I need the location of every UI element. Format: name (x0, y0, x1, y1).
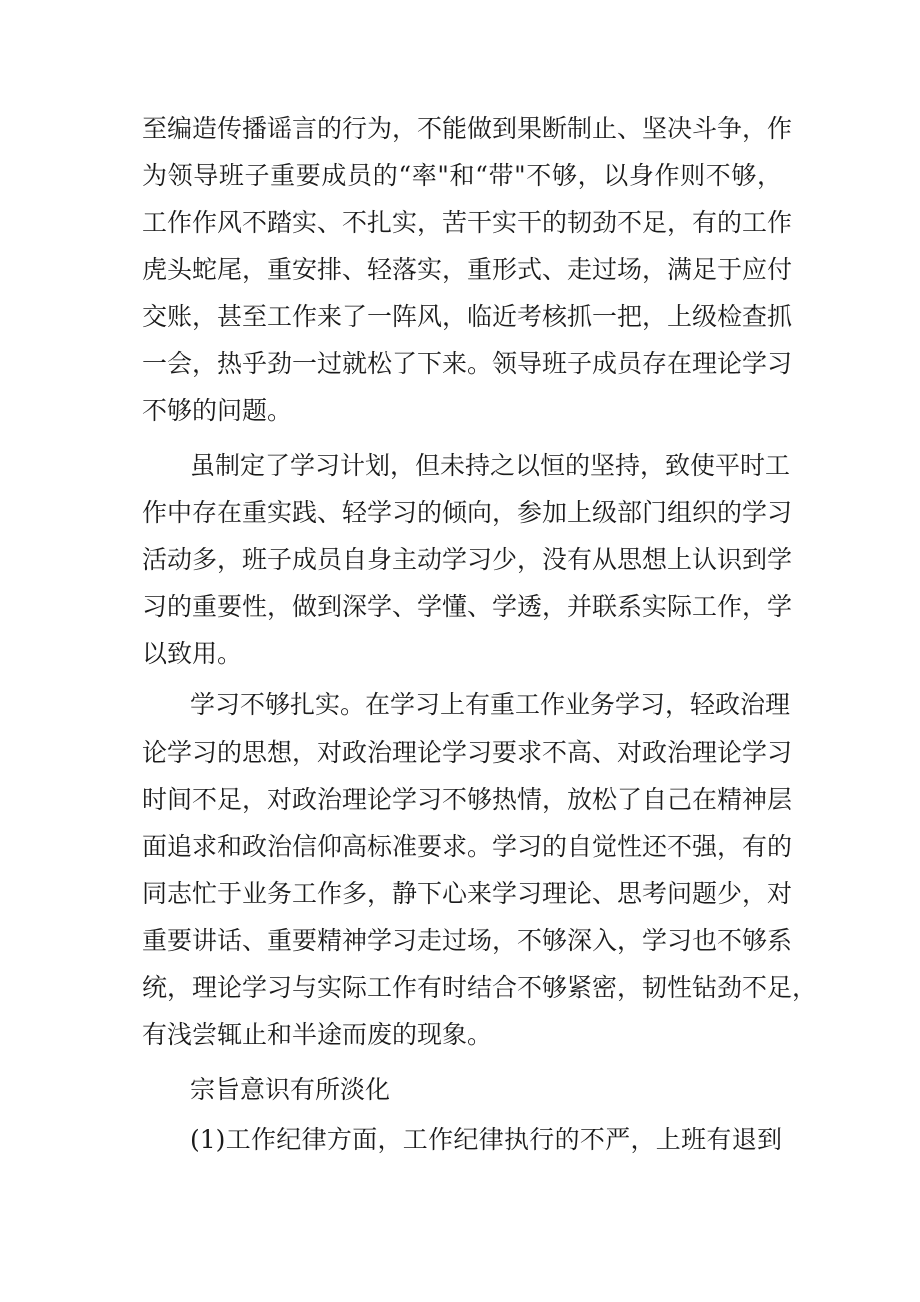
text-line: 活动多，班子成员自身主动学习少，没有从思想上认识到学 (142, 545, 793, 574)
text-line: 工作作风不踏实、不扎实，苦干实干的韧劲不足，有的工作 (142, 208, 793, 237)
text-line: 作中存在重实践、轻学习的倾向，参加上级部门组织的学习 (142, 498, 793, 527)
text-line: 习的重要性，做到深学、学懂、学透，并联系实际工作，学 (142, 592, 793, 621)
text-line: 有浅尝辄止和半途而废的现象。 (142, 1020, 493, 1049)
text-line: 重要讲话、重要精神学习走过场，不够深入，学习也不够系 (142, 926, 793, 955)
text-line: 虎头蛇尾，重安排、轻落实，重形式、走过场，满足于应付 (142, 255, 793, 284)
paragraph-first-line: (1)工作纪律方面，工作纪律执行的不严，上班有退到 (190, 1125, 782, 1154)
paragraph-first-line: 虽制定了学习计划，但未持之以恒的坚持，致使平时工 (190, 451, 791, 480)
section-heading: 宗旨意识有所淡化 (190, 1075, 391, 1104)
text-line: 论学习的思想，对政治理论学习要求不高、对政治理论学习 (142, 738, 793, 767)
text-line: 时间不足，对政治理论学习不够热情，放松了自己在精神层 (142, 785, 793, 814)
text-line: 面追求和政治信仰高标准要求。学习的自觉性还不强，有的 (142, 832, 793, 861)
text-line: 为领导班子重要成员的“率"和“带"不够，以身作则不够， (142, 161, 782, 190)
text-line: 统，理论学习与实际工作有时结合不够紧密，韧性钻劲不足， (142, 973, 818, 1002)
text-line: 一会，热乎劲一过就松了下来。领导班子成员存在理论学习 (142, 349, 793, 378)
text-line: 以致用。 (142, 639, 243, 668)
text-line: 至编造传播谣言的行为，不能做到果断制止、坚决斗争，作 (142, 114, 793, 143)
text-line: 同志忙于业务工作多，静下心来学习理论、思考问题少，对 (142, 879, 793, 908)
paragraph-first-line: 学习不够扎实。在学习上有重工作业务学习，轻政治理 (190, 690, 791, 719)
text-line: 不够的问题。 (142, 396, 293, 425)
text-line: 交账，甚至工作来了一阵风，临近考核抓一把，上级检查抓 (142, 302, 793, 331)
